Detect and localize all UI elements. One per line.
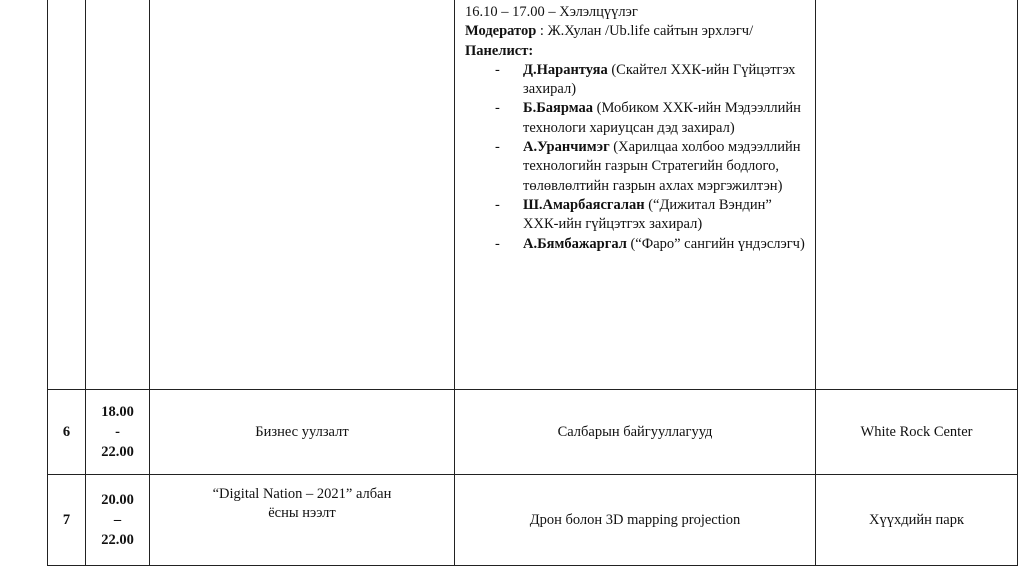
event-name: Бизнес уулзалт — [150, 390, 455, 475]
panel-discussion-cell — [455, 0, 816, 390]
panelist-desc: (Мобиком ХХК-ийн Мэдээллийн технологи хариуцсан дэд захирал) — [523, 100, 801, 136]
list-item — [465, 61, 807, 100]
panelist-name: Б.Баярмаа — [523, 100, 594, 117]
panelist-name: А.Бямбажаргал — [523, 235, 627, 252]
venue: Хүүхдийн парк — [816, 475, 1018, 566]
time-cell — [86, 390, 150, 475]
panelist-name: Д.Нарантуяа — [523, 61, 608, 78]
time-cell — [86, 0, 150, 390]
time-start: 18.00 — [101, 404, 134, 420]
list-item — [465, 138, 807, 196]
time-cell — [86, 475, 150, 566]
time-end: 22.00 — [101, 532, 134, 548]
dash-bullet: - — [495, 235, 500, 252]
participants: Салбарын байгууллагууд — [455, 390, 816, 475]
panelist-desc: (“Дижитал Вэндин” ХХК-ийн гүйцэтгэх захирал) — [523, 196, 772, 233]
row-number: 7 — [48, 475, 86, 566]
panelist-name: А.Уранчимэг — [523, 139, 610, 156]
moderator-line — [465, 22, 807, 41]
venue-cell — [816, 0, 1018, 390]
row-number-cell — [48, 0, 86, 390]
row-number: 6 — [48, 390, 86, 475]
list-item — [465, 196, 807, 235]
panelist-list — [465, 61, 807, 254]
moderator-label: Модератор — [465, 23, 537, 40]
participants: Дрон болон 3D mapping projection — [455, 475, 816, 566]
panelist-name: Ш.Амарбаясгалан — [523, 196, 645, 213]
dash-bullet: - — [495, 61, 500, 78]
panelist-desc: (Скайтел ХХК-ийн Гүйцэтгэх захирал) — [523, 61, 796, 98]
time-separator: – — [113, 512, 122, 528]
time-separator: - — [115, 424, 120, 440]
schedule-table — [47, 0, 1018, 566]
event-name: “Digital Nation – 2021” албан ёсны нээлт — [150, 475, 455, 566]
discussion-time: 16.10 – 17.00 – Хэлэлцүүлэг — [465, 4, 638, 20]
event-cell — [150, 0, 455, 390]
time-start: 20.00 — [101, 492, 134, 508]
dash-bullet: - — [495, 196, 500, 213]
table-row — [48, 475, 1018, 566]
list-item — [465, 235, 807, 254]
time-end: 22.00 — [101, 444, 134, 460]
panelist-desc: (Харилцаа холбоо мэдээллийн технологийн газрын Стратегийн бодлого, төлөвлөлтийн газрын ахлах мэргэжилтэн) — [523, 139, 801, 194]
table-row — [48, 0, 1018, 390]
dash-bullet: - — [495, 139, 500, 156]
panelists-heading: Панелист: — [465, 42, 534, 59]
dash-bullet: - — [495, 100, 500, 117]
table-row — [48, 390, 1018, 475]
moderator-text: : Ж.Хулан /Ub.life сайтын эрхлэгч/ — [536, 23, 754, 40]
venue: White Rock Center — [816, 390, 1018, 475]
list-item — [465, 99, 807, 138]
panelist-desc: (“Фаро” сангийн үндэслэгч) — [626, 235, 805, 252]
